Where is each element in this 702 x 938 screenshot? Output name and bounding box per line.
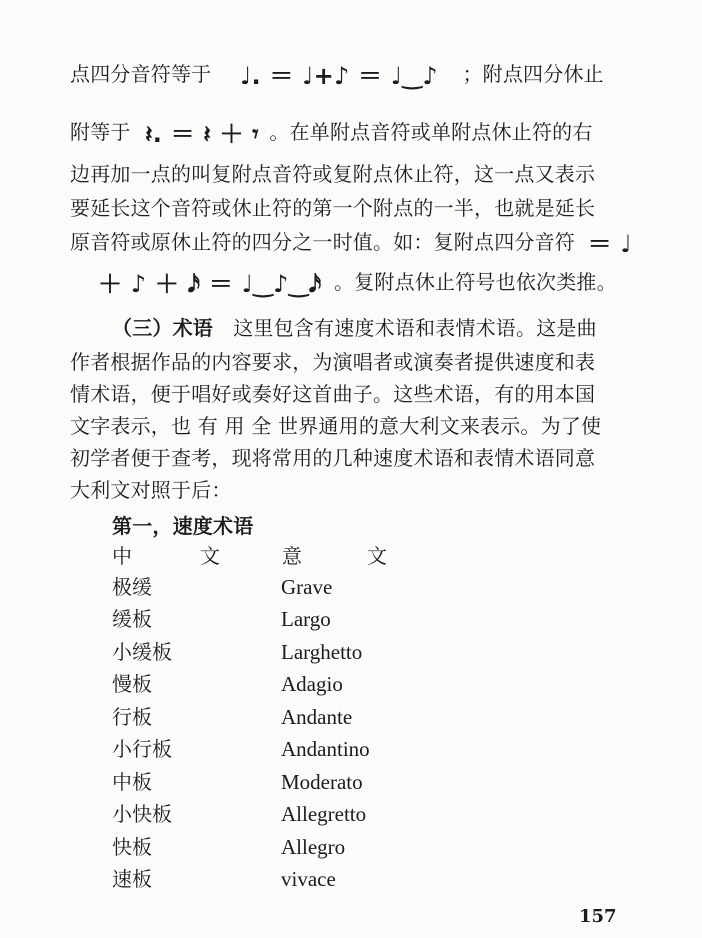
italian-term: Larghetto — [281, 640, 363, 664]
chinese-term: 快板 — [112, 835, 152, 859]
line-text: 这里包含有速度术语和表情术语。这是曲 — [213, 316, 597, 340]
chinese-term: 小快板 — [112, 802, 172, 826]
paragraph-line: 大利文对照于后： — [70, 478, 232, 502]
paragraph-line: 作者根据作品的内容要求，为演唱者或演奏者提供速度和表 — [70, 350, 596, 374]
music-notation: ♩. ＝ ♩+♪ ＝ ♩‿♪ — [239, 61, 438, 90]
music-notation: ＋ ♪ ＋ 𝅘𝅥𝅯 ＝ ♩‿♪‿𝅘𝅥𝅯 — [98, 269, 322, 298]
italian-term: Grave — [281, 575, 333, 599]
chinese-term: 中板 — [112, 770, 152, 794]
paragraph-line — [70, 228, 630, 258]
italian-term: vivace — [281, 867, 336, 891]
italian-term: Largo — [281, 607, 331, 631]
chinese-term: 慢板 — [112, 672, 152, 696]
line-text: 点四分音符等于 — [70, 62, 212, 86]
paragraph-line — [70, 118, 630, 148]
paragraph-line — [112, 314, 672, 342]
paragraph-line: 文字表示，也 有 用 全 世界通用的意大利文来表示。为了使 — [70, 414, 602, 438]
table-header-cell: 中 — [112, 544, 132, 568]
table-header-cell: 文 — [367, 544, 387, 568]
subsection-heading: （三）术语 — [112, 316, 213, 340]
italian-term: Andante — [281, 705, 353, 729]
chinese-term: 速板 — [112, 867, 152, 891]
table-header-cell: 意 — [282, 544, 302, 568]
chinese-term: 行板 — [112, 705, 152, 729]
chinese-term: 小行板 — [112, 737, 172, 761]
line-text: 附等于 — [70, 120, 131, 144]
italian-term: Andantino — [281, 737, 370, 761]
paragraph-line: 要延长这个音符或休止符的第一个附点的一半，也就是延长 — [70, 196, 596, 220]
italian-term: Allegretto — [281, 802, 367, 826]
music-notation: ＝ ♩ — [587, 229, 632, 258]
paragraph-line: 情术语，便于唱好或奏好这首曲子。这些术语，有的用本国 — [70, 382, 596, 406]
table-header-cell: 文 — [200, 544, 220, 568]
paragraph-line — [70, 60, 630, 90]
paragraph-line: 初学者便于查考，现将常用的几种速度术语和表情术语同意 — [70, 446, 596, 470]
italian-term: Allegro — [281, 835, 346, 859]
section-title: 第一，速度术语 — [112, 514, 254, 538]
page-number: 157 — [579, 906, 617, 927]
chinese-term: 极缓 — [112, 575, 152, 599]
chinese-term: 小缓板 — [112, 640, 172, 664]
line-text: 原音符或原休止符的四分之一时值。如：复附点四分音符 — [70, 230, 575, 254]
chinese-term: 缓板 — [112, 607, 152, 631]
italian-term: Moderato — [281, 770, 363, 794]
paragraph-line: 边再加一点的叫复附点音符或复附点休止符，这一点又表示 — [70, 162, 596, 186]
music-notation: 𝄽. ＝ 𝄽 ＋ 𝄾 — [145, 119, 259, 148]
italian-term: Adagio — [281, 672, 343, 696]
line-text: 。复附点休止符号也依次类推。 — [334, 270, 617, 294]
line-text: 。在单附点音符或单附点休止符的右 — [269, 120, 593, 144]
line-text: ；附点四分休止 — [462, 62, 604, 86]
paragraph-line — [98, 268, 658, 298]
